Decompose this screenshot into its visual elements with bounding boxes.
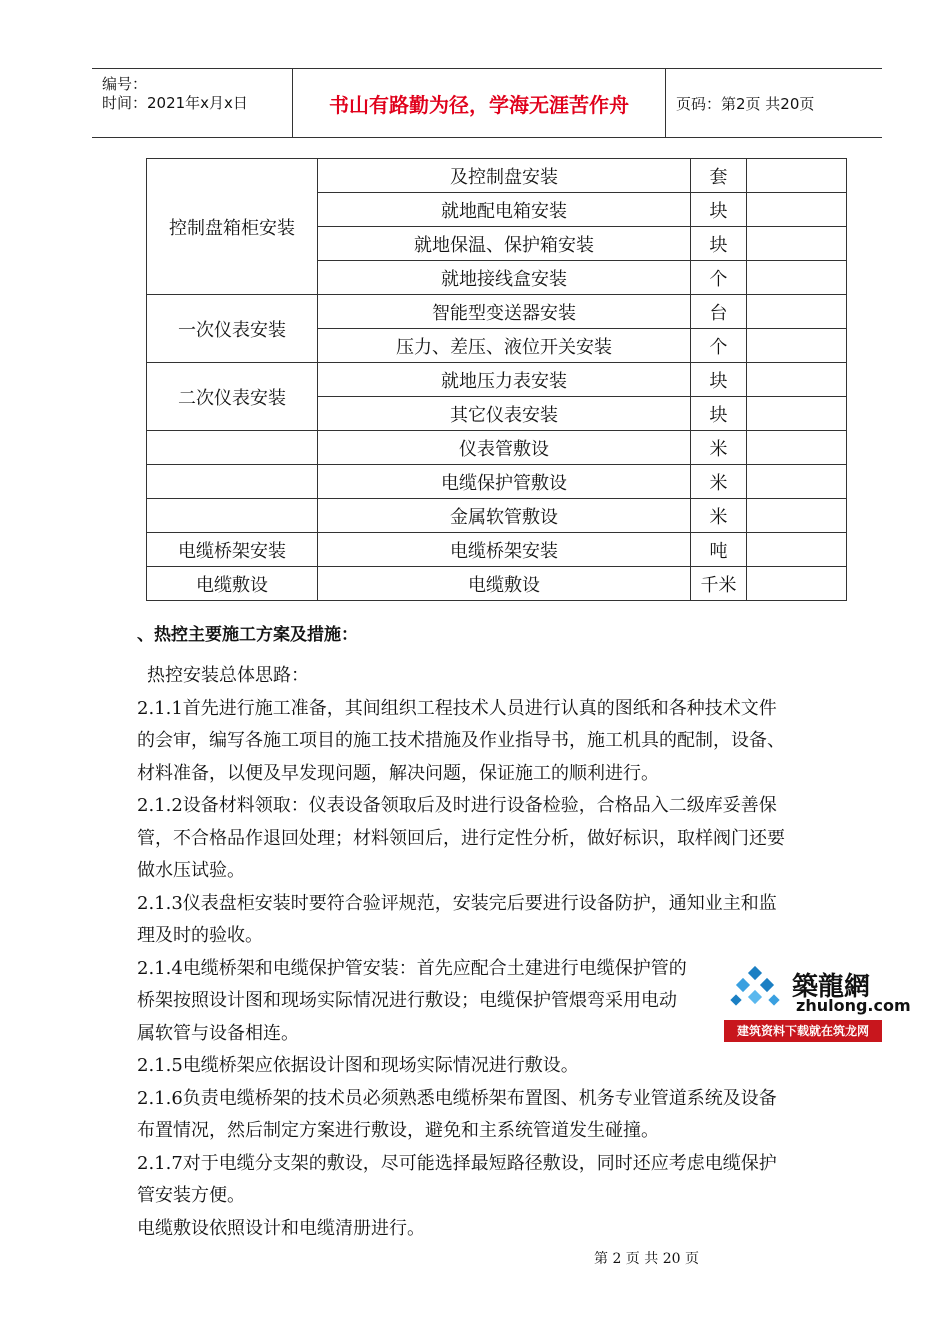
table-cell-unit: 块 (691, 397, 747, 431)
table-cell-item: 就地压力表安装 (318, 363, 691, 397)
table-cell-qty (747, 567, 847, 601)
page-header (92, 68, 882, 138)
table-cell-unit: 个 (691, 261, 747, 295)
body-line: 2.1.1首先进行施工准备，其间组织工程技术人员进行认真的图纸和各种技术文件 (137, 697, 777, 719)
table-cell-item: 其它仪表安装 (318, 397, 691, 431)
body-line: 2.1.6负责电缆桥架的技术员必须熟悉电缆桥架布置图、机务专业管道系统及设备 (137, 1087, 777, 1109)
table-cell-item: 电缆保护管敷设 (318, 465, 691, 499)
table-cell-qty (747, 295, 847, 329)
table-cell-qty (747, 397, 847, 431)
section-heading: 、热控主要施工方案及措施： (137, 625, 358, 645)
table-cell-unit: 米 (691, 431, 747, 465)
body-line: 电缆敷设依照设计和电缆清册进行。 (137, 1217, 425, 1239)
section-body (137, 660, 837, 1245)
table-cell-category: 控制盘箱柜安装 (147, 159, 318, 295)
zhulong-watermark (724, 962, 911, 1042)
table-cell-item: 电缆敷设 (318, 567, 691, 601)
table-cell-item: 电缆桥架安装 (318, 533, 691, 567)
body-line: 管安装方便。 (137, 1185, 245, 1206)
table-cell-unit: 千米 (691, 567, 747, 601)
table-cell-qty (747, 431, 847, 465)
body-line: 管，不合格品作退回处理；材料领回后，进行定性分析，做好标识，取样阀门还要 (137, 827, 785, 849)
installation-table (146, 158, 847, 601)
table-cell-qty (747, 465, 847, 499)
body-line: 2.1.4电缆桥架和电缆保护管安装：首先应配合土建进行电缆保护管的 (137, 957, 687, 979)
table-cell-qty (747, 261, 847, 295)
table-cell-item: 智能型变送器安装 (318, 295, 691, 329)
body-line: 2.1.7对于电缆分支架的敷设，尽可能选择最短路径敷设，同时还应考虑电缆保护 (137, 1152, 777, 1174)
table-cell-unit: 块 (691, 193, 747, 227)
table-cell-category (147, 499, 318, 533)
table-cell-qty (747, 193, 847, 227)
table-cell-unit: 米 (691, 465, 747, 499)
table-cell-qty (747, 227, 847, 261)
table-cell-item: 压力、差压、液位开关安装 (318, 329, 691, 363)
table-cell-qty (747, 329, 847, 363)
header-motto: 书山有路勤为径，学海无涯苦作舟 (293, 69, 666, 137)
watermark-slogan: 建筑资料下载就在筑龙网 (724, 1020, 882, 1042)
header-page-label: 页码：第2页 共20页 (676, 94, 815, 113)
table-cell-item: 就地接线盒安装 (318, 261, 691, 295)
watermark-url: zhulong.com (796, 996, 911, 1015)
watermark-title: 築龍網 (792, 972, 871, 1002)
table-cell-unit: 个 (691, 329, 747, 363)
body-line: 属软管与设备相连。 (137, 1022, 299, 1044)
table-cell-qty (747, 499, 847, 533)
table-row (147, 295, 847, 329)
table-cell-category: 电缆桥架安装 (147, 533, 318, 567)
table-cell-item: 及控制盘安装 (318, 159, 691, 193)
table-row (147, 499, 847, 533)
table-cell-item: 金属软管敷设 (318, 499, 691, 533)
table-row (147, 431, 847, 465)
table-cell-item: 就地配电箱安装 (318, 193, 691, 227)
table-cell-category: 二次仪表安装 (147, 363, 318, 431)
table-cell-category (147, 431, 318, 465)
table-row (147, 567, 847, 601)
body-line: 做水压试验。 (137, 860, 245, 881)
body-line: 2.1.3仪表盘柜安装时要符合验评规范，安装完后要进行设备防护，通知业主和监 (137, 892, 777, 914)
table-row (147, 533, 847, 567)
header-time-label: 时间：2021年x月x日 (102, 94, 248, 112)
body-line: 材料准备，以便及早发现问题，解决问题，保证施工的顺利进行。 (137, 762, 659, 784)
table-row (147, 465, 847, 499)
header-meta (92, 69, 293, 137)
table-cell-unit: 台 (691, 295, 747, 329)
body-line: 布置情况，然后制定方案进行敷设，避免和主系统管道发生碰撞。 (137, 1120, 659, 1141)
table-cell-category: 电缆敷设 (147, 567, 318, 601)
section-intro: 热控安装总体思路： (147, 665, 309, 686)
table-cell-item: 仪表管敷设 (318, 431, 691, 465)
table-cell-unit: 米 (691, 499, 747, 533)
table-cell-unit: 块 (691, 363, 747, 397)
body-line: 桥架按照设计图和现场实际情况进行敷设；电缆保护管煨弯采用电动 (137, 990, 677, 1011)
table-row (147, 363, 847, 397)
table-cell-unit: 块 (691, 227, 747, 261)
table-cell-item: 就地保温、保护箱安装 (318, 227, 691, 261)
body-line: 2.1.5电缆桥架应依据设计图和现场实际情况进行敷设。 (137, 1055, 579, 1076)
table-cell-unit: 套 (691, 159, 747, 193)
body-line: 的会审，编写各施工项目的施工技术措施及作业指导书，施工机具的配制，设备、 (137, 730, 785, 751)
table-cell-qty (747, 159, 847, 193)
table-cell-unit: 吨 (691, 533, 747, 567)
table-cell-category (147, 465, 318, 499)
page-footer: 第 2 页 共 20 页 (594, 1251, 699, 1267)
header-number-label: 编号： (102, 75, 148, 93)
zhulong-logo-icon (730, 966, 788, 1016)
table-cell-qty (747, 533, 847, 567)
table-cell-qty (747, 363, 847, 397)
body-line: 理及时的验收。 (137, 925, 263, 946)
table-cell-category: 一次仪表安装 (147, 295, 318, 363)
table-row (147, 159, 847, 193)
body-line: 2.1.2设备材料领取：仪表设备领取后及时进行设备检验，合格品入二级库妥善保 (137, 795, 777, 816)
